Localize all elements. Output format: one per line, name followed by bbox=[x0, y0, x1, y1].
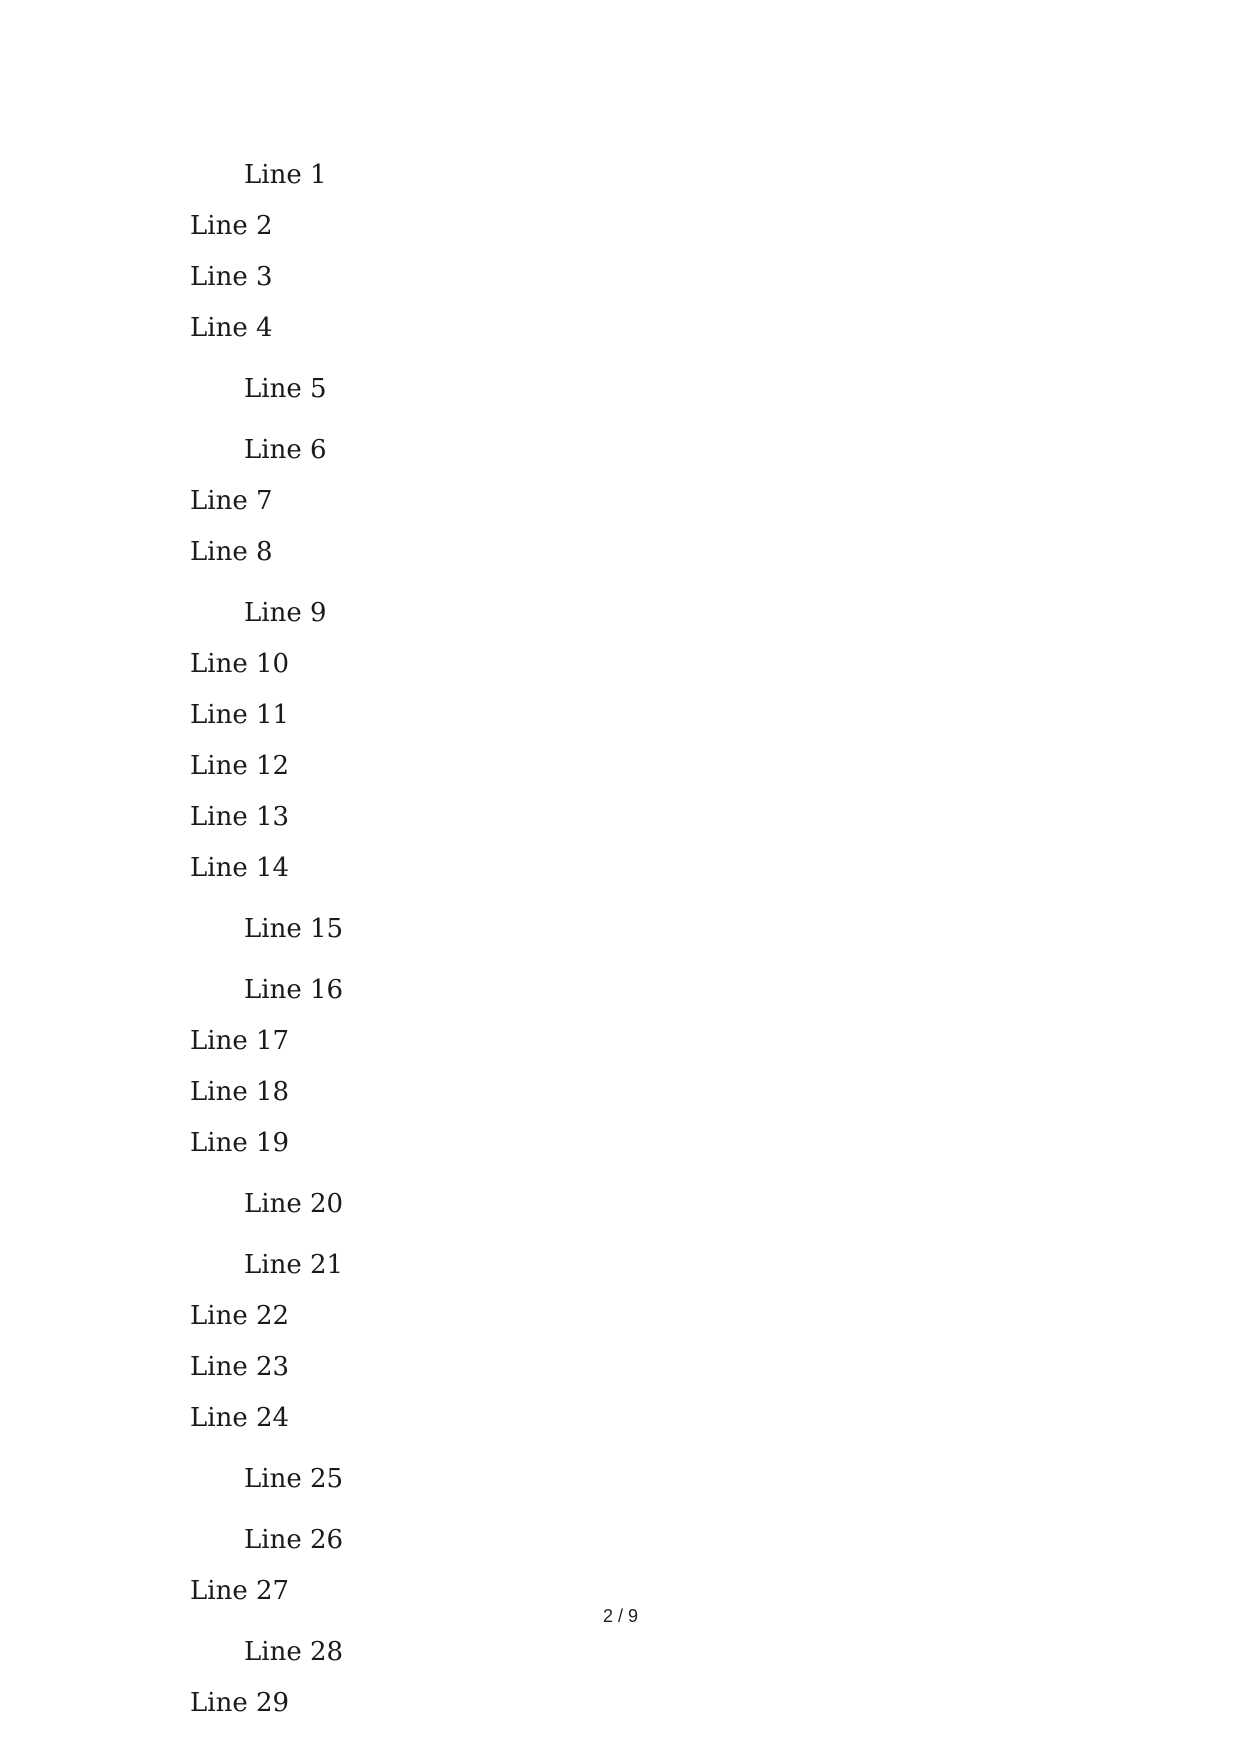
text-line: Line 18 bbox=[190, 1077, 290, 1107]
section-heading: Line 20 bbox=[244, 1189, 344, 1219]
text-line: Line 9 bbox=[244, 598, 327, 628]
text-line: Line 13 bbox=[190, 802, 290, 832]
text-line: Line 23 bbox=[190, 1352, 290, 1382]
text-line: Line 24 bbox=[190, 1403, 290, 1433]
document-body bbox=[190, 150, 1050, 1729]
text-line: Line 6 bbox=[244, 435, 327, 465]
text-line: Line 16 bbox=[244, 975, 344, 1005]
text-line: Line 4 bbox=[190, 313, 273, 343]
text-line: Line 29 bbox=[190, 1688, 290, 1718]
text-line: Line 27 bbox=[190, 1576, 290, 1606]
text-line: Line 10 bbox=[190, 649, 290, 679]
section-heading: Line 25 bbox=[244, 1464, 344, 1494]
text-line: Line 14 bbox=[190, 853, 290, 883]
text-line: Line 12 bbox=[190, 751, 290, 781]
text-line: Line 7 bbox=[190, 486, 273, 516]
text-line: Line 2 bbox=[190, 211, 273, 241]
page-number: 2 / 9 bbox=[602, 1606, 639, 1626]
text-line: Line 3 bbox=[190, 262, 273, 292]
text-line: Line 8 bbox=[190, 537, 273, 567]
text-line: Line 1 bbox=[244, 160, 327, 190]
text-line: Line 17 bbox=[190, 1026, 290, 1056]
text-line: Line 22 bbox=[190, 1301, 290, 1331]
text-line: Line 21 bbox=[244, 1250, 344, 1280]
section-heading: Line 15 bbox=[244, 914, 344, 944]
text-line: Line 28 bbox=[244, 1637, 344, 1667]
section-heading: Line 5 bbox=[244, 374, 327, 404]
text-line: Line 19 bbox=[190, 1128, 290, 1158]
text-line: Line 26 bbox=[244, 1525, 344, 1555]
text-line: Line 11 bbox=[190, 700, 290, 730]
